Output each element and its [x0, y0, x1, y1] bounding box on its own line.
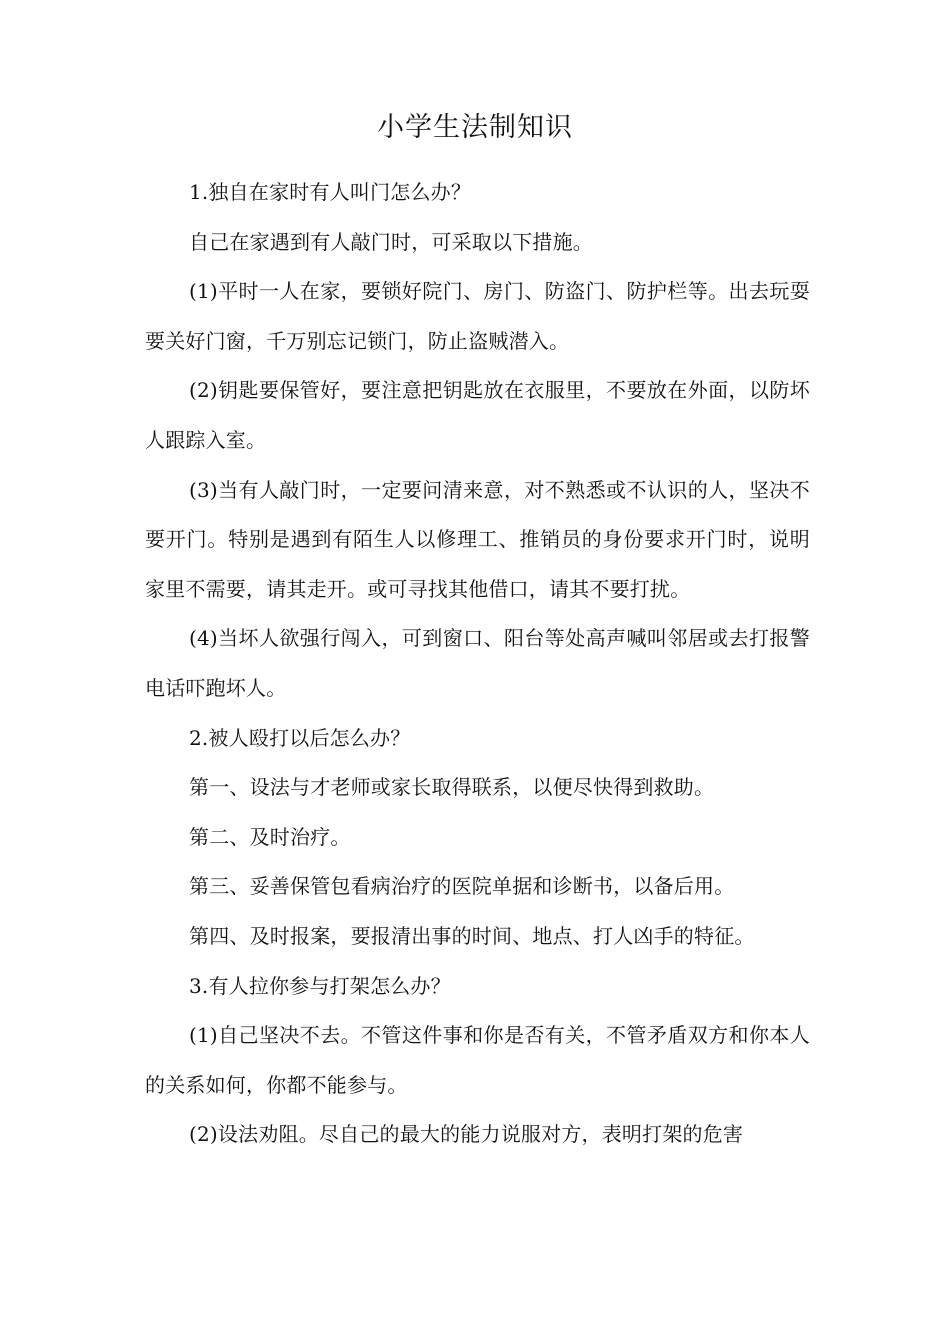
heading-question-3: 3.有人拉你参与打架怎么办？ [189, 973, 451, 998]
paragraph-measure-2: (2)钥匙要保管好，要注意把钥匙放在衣服里，不要放在外面，以防坏人跟踪入室。 [145, 378, 810, 452]
paragraph-measure-4: (4)当坏人欲强行闯入，可到窗口、阳台等处高声喊叫邻居或去打报警电话吓跑坏人。 [145, 626, 810, 700]
paragraph-step-4: 第四、及时报案，要报清出事的时间、地点、打人凶手的特征。 [189, 923, 755, 948]
paragraph-step-3: 第三、妥善保管包看病治疗的医院单据和诊断书，以备后用。 [189, 874, 735, 899]
paragraph-advice-2: (2)设法劝阻。尽自己的最大的能力说服对方，表明打架的危害 [189, 1122, 744, 1147]
heading-question-2: 2.被人殴打以后怎么办？ [189, 725, 411, 750]
paragraph-step-1: 第一、设法与才老师或家长取得联系，以便尽快得到救助。 [189, 775, 715, 800]
document-body [145, 168, 810, 1160]
heading-question-1: 1.独自在家时有人叫门怎么办？ [189, 180, 472, 204]
paragraph-advice-1: (1)自己坚决不去。不管这件事和你是否有关，不管矛盾双方和你本人的关系如何，你都不能参与。 [145, 1023, 810, 1097]
paragraph-intro: 自己在家遇到有人敲门时，可采取以下措施。 [189, 229, 593, 254]
paragraph-step-2: 第二、及时治疗。 [189, 824, 351, 849]
document-title: 小学生法制知识 [377, 112, 573, 143]
paragraph-measure-3: (3)当有人敲门时，一定要问清来意，对不熟悉或不认识的人，坚决不要开门。特别是遇到有陌生人以修理工、推销员的身份要求开门时，说明家里不需要，请其走开。或可寻找其他借口，请其不要打扰。 [145, 477, 810, 601]
paragraph-measure-1: (1)平时一人在家，要锁好院门、房门、防盗门、防护栏等。出去玩耍要关好门窗，千万别忘记锁门，防止盗贼潜入。 [145, 279, 810, 353]
